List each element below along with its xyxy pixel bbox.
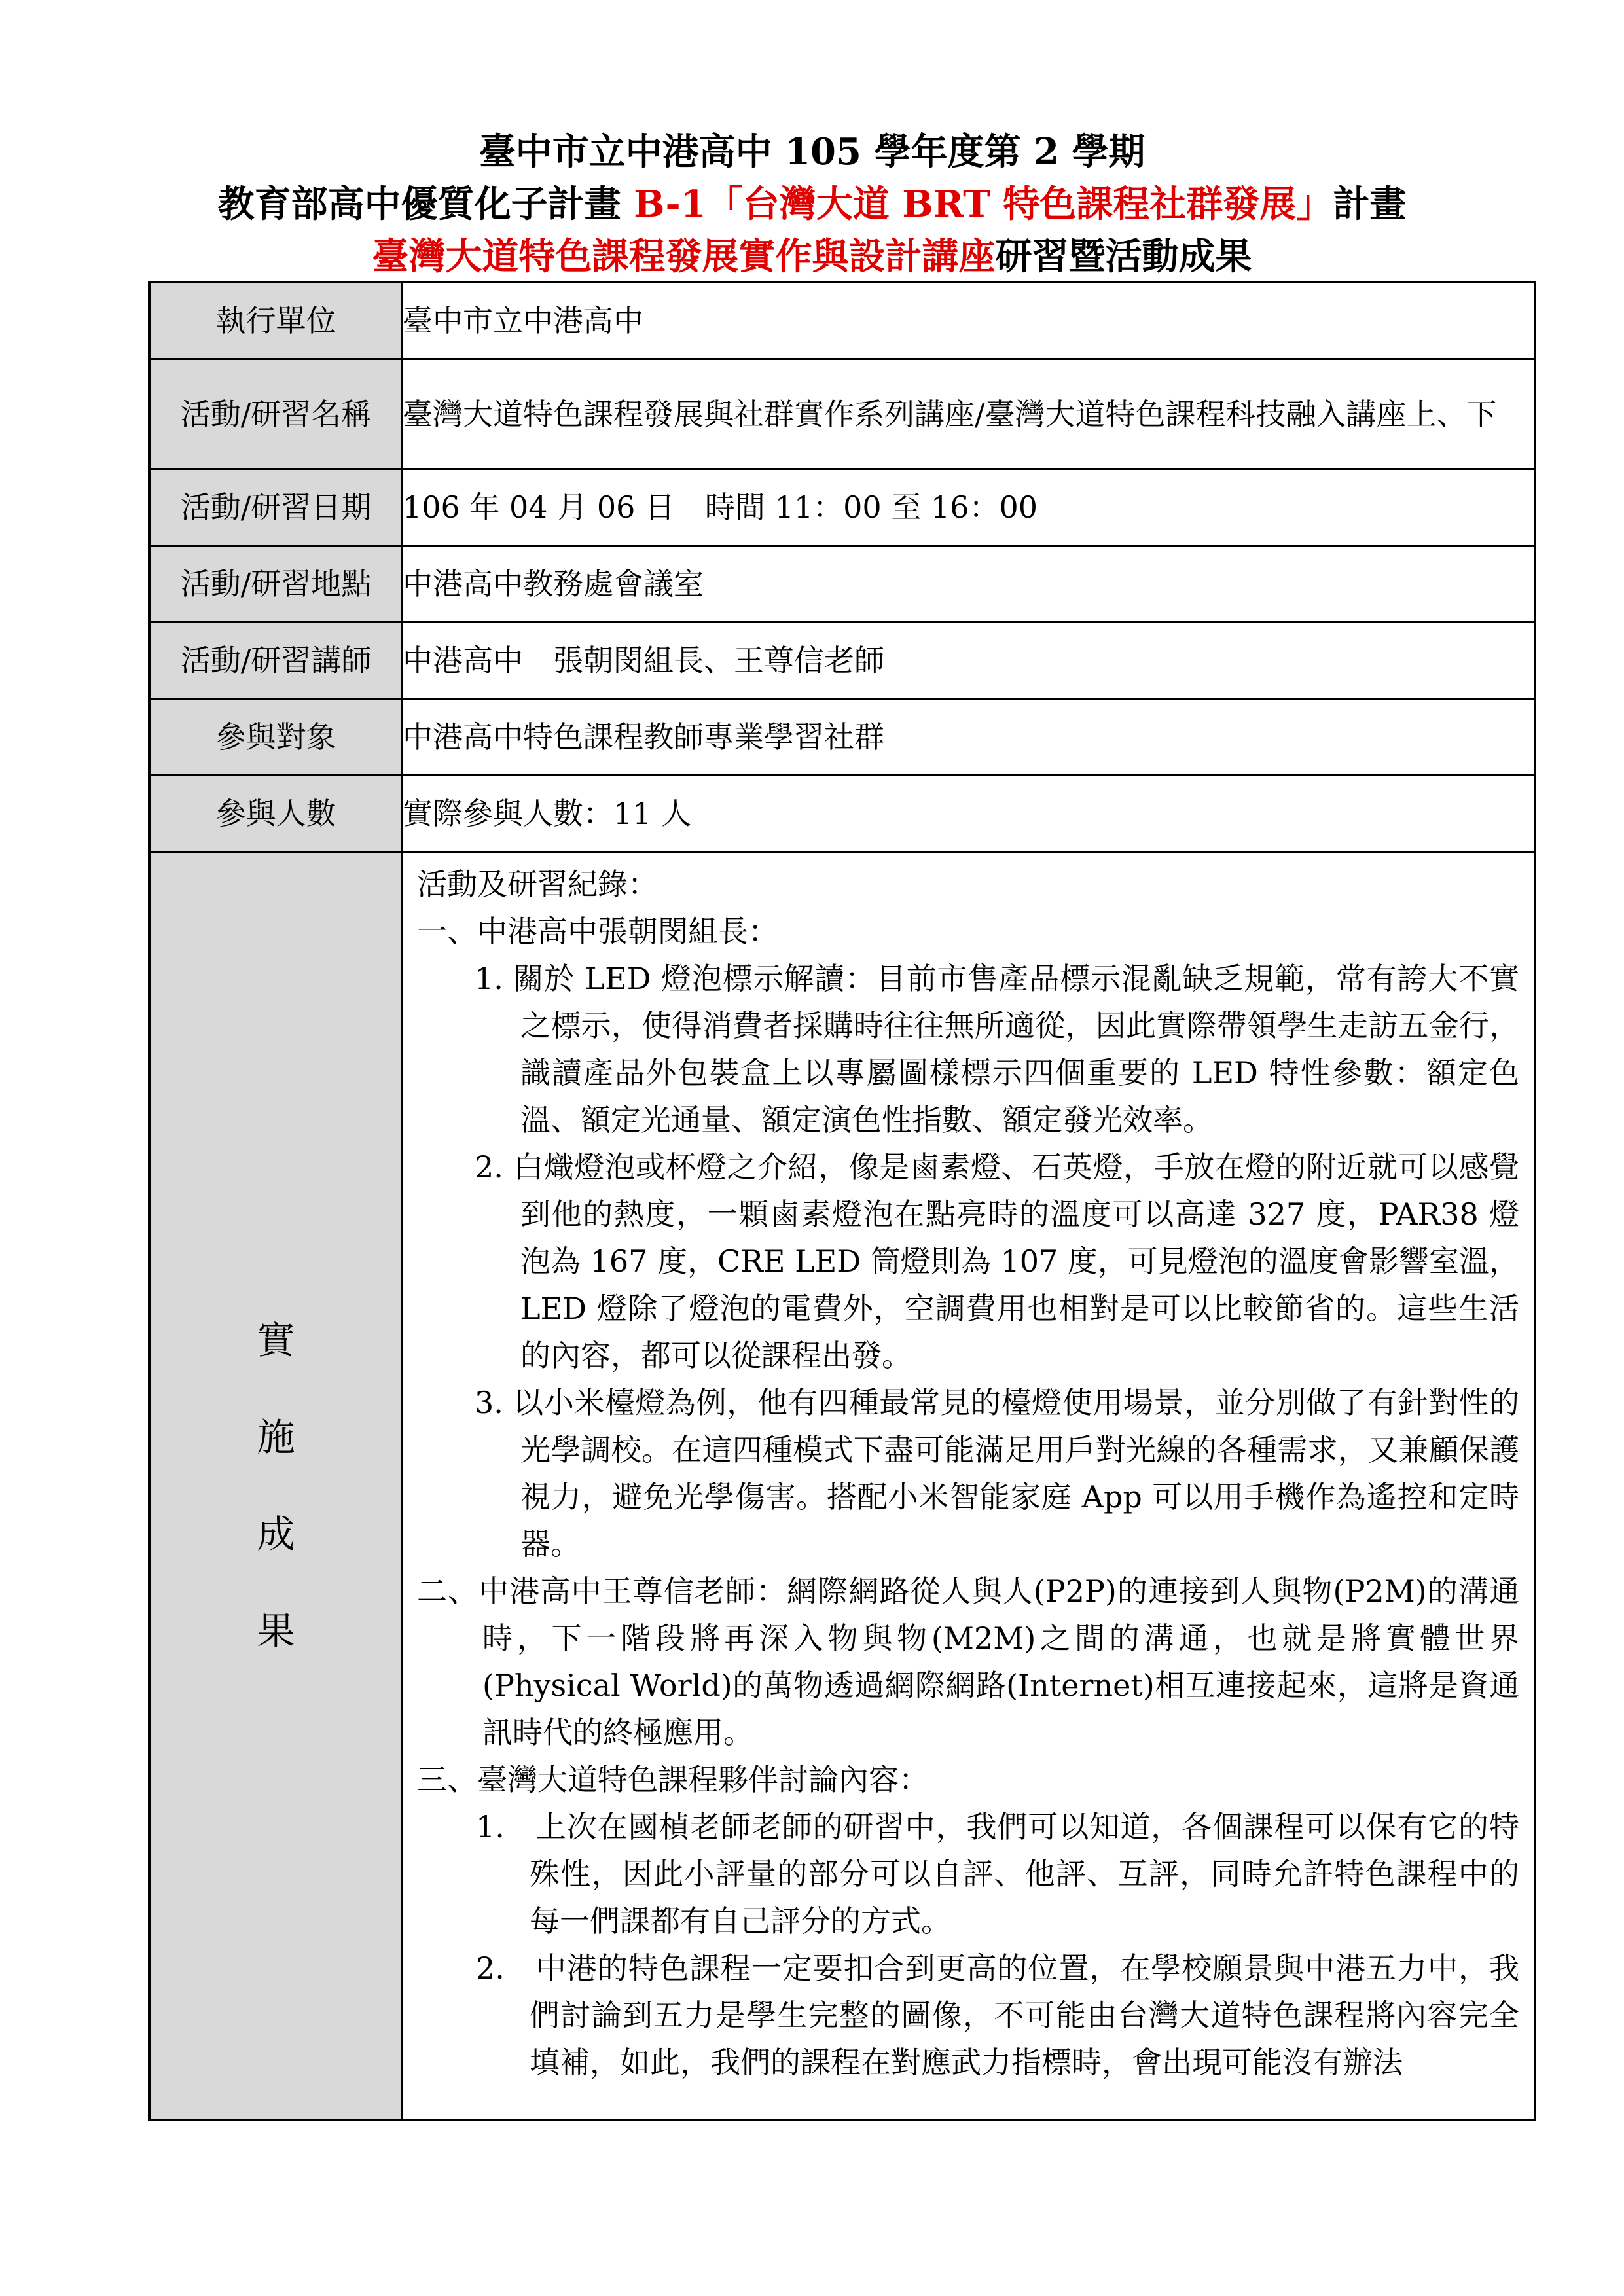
table-row bbox=[150, 359, 1535, 469]
list-item: 1. 關於 LED 燈泡標示解讀：目前市售產品標示混亂缺乏規範，常有誇大不實之標示，使得消費者採購時往往無所適從，因此實際帶領學生走訪五金行，識讀產品外包裝盒上以專屬圖樣標示四個重要的 LED 特性參數：額定色溫、額定光通量、額定演色性指數、額定發光效率。 bbox=[475, 961, 1519, 1138]
table-row bbox=[150, 776, 1535, 852]
row-value-count: 實際參與人數：11 人 bbox=[402, 776, 1535, 852]
list-item: 2. 白熾燈泡或杯燈之介紹，像是鹵素燈、石英燈，手放在燈的附近就可以感覺到他的熱度，一顆鹵素燈泡在點亮時的溫度可以高達 327 度，PAR38 燈泡為 167 度，CRE LED 筒燈則為 107 度，可見燈泡的溫度會影響室溫，LED 燈除了燈泡的電費外，空調費用也相對是可以比較節省的。這些生活的內容，都可以從課程出發。 bbox=[475, 1149, 1519, 1373]
table-row bbox=[150, 283, 1535, 359]
results-label-char: 施 bbox=[257, 1415, 295, 1460]
row-label-speaker: 活動/研習講師 bbox=[150, 622, 402, 699]
heading-highlight: 臺灣大道特色課程發展實作與設計講座 bbox=[372, 235, 996, 278]
section-title: 三、臺灣大道特色課程夥伴討論內容： bbox=[417, 1762, 929, 1797]
row-value-audience: 中港高中特色課程教師專業學習社群 bbox=[402, 699, 1535, 776]
row-value-date: 106 年 04 月 06 日 時間 11：00 至 16：00 bbox=[402, 469, 1535, 546]
row-label-date: 活動/研習日期 bbox=[150, 469, 402, 546]
table-row bbox=[150, 546, 1535, 622]
row-label-location: 活動/研習地點 bbox=[150, 546, 402, 622]
results-label bbox=[150, 852, 402, 2120]
results-label-char: 成 bbox=[257, 1512, 295, 1556]
heading-suffix: 研習暨活動成果 bbox=[995, 235, 1252, 278]
row-label-count: 參與人數 bbox=[150, 776, 402, 852]
activity-form-table bbox=[148, 281, 1536, 2121]
subtitle-highlight: B-1「台灣大道 BRT 特色課程社群發展」 bbox=[634, 183, 1333, 226]
subtitle-suffix: 計畫 bbox=[1333, 183, 1407, 226]
document-heading bbox=[0, 229, 1624, 284]
row-label-audience: 參與對象 bbox=[150, 699, 402, 776]
table-row bbox=[150, 469, 1535, 546]
list-item: 1. 上次在國楨老師老師的研習中，我們可以知道，各個課程可以保有它的特殊性，因此小評量的部分可以自評、他評、互評，同時允許特色課程中的每一們課都有自己評分的方式。 bbox=[476, 1809, 1519, 1939]
results-label-char: 實 bbox=[257, 1318, 295, 1363]
row-label-name: 活動/研習名稱 bbox=[150, 359, 402, 469]
results-content bbox=[402, 852, 1535, 2120]
section-title: 一、中港高中張朝閔組長： bbox=[417, 914, 778, 949]
list-item: 2. 中港的特色課程一定要扣合到更高的位置，在學校願景與中港五力中，我們討論到五力是學生完整的圖像，不可能由台灣大道特色課程將內容完全填補，如此，我們的課程在對應武力指標時，會出現可能沒有辦法 bbox=[476, 1950, 1519, 2080]
row-label-unit: 執行單位 bbox=[150, 283, 402, 359]
section-paragraph: 二、中港高中王尊信老師：網際網路從人與人(P2P)的連接到人與物(P2M)的溝通時，下一階段將再深入物與物(M2M)之間的溝通，也就是將實體世界(Physical World)的萬物透過網際網路(Internet)相互連接起來，這將是資通訊時代的終極應用。 bbox=[417, 1573, 1519, 1750]
table-row bbox=[150, 622, 1535, 699]
list-item: 3. 以小米檯燈為例，他有四種最常見的檯燈使用場景，並分別做了有針對性的光學調校。在這四種模式下盡可能滿足用戶對光線的各種需求，又兼顧保護視力，避免光學傷害。搭配小米智能家庭 App 可以用手機作為遙控和定時器。 bbox=[475, 1385, 1519, 1562]
table-row bbox=[150, 852, 1535, 2120]
results-label-char: 果 bbox=[257, 1609, 295, 1653]
document-title: 臺中市立中港高中 105 學年度第 2 學期 bbox=[478, 130, 1146, 173]
document-subtitle bbox=[0, 177, 1624, 232]
row-value-speaker: 中港高中 張朝閔組長、王尊信老師 bbox=[402, 622, 1535, 699]
row-value-location: 中港高中教務處會議室 bbox=[402, 546, 1535, 622]
row-value-name: 臺灣大道特色課程發展與社群實作系列講座/臺灣大道特色課程科技融入講座上、下 bbox=[402, 359, 1535, 469]
table-row bbox=[150, 699, 1535, 776]
subtitle-prefix: 教育部高中優質化子計畫 bbox=[217, 183, 634, 226]
row-value-unit: 臺中市立中港高中 bbox=[402, 283, 1535, 359]
results-intro: 活動及研習紀錄： bbox=[417, 867, 658, 902]
